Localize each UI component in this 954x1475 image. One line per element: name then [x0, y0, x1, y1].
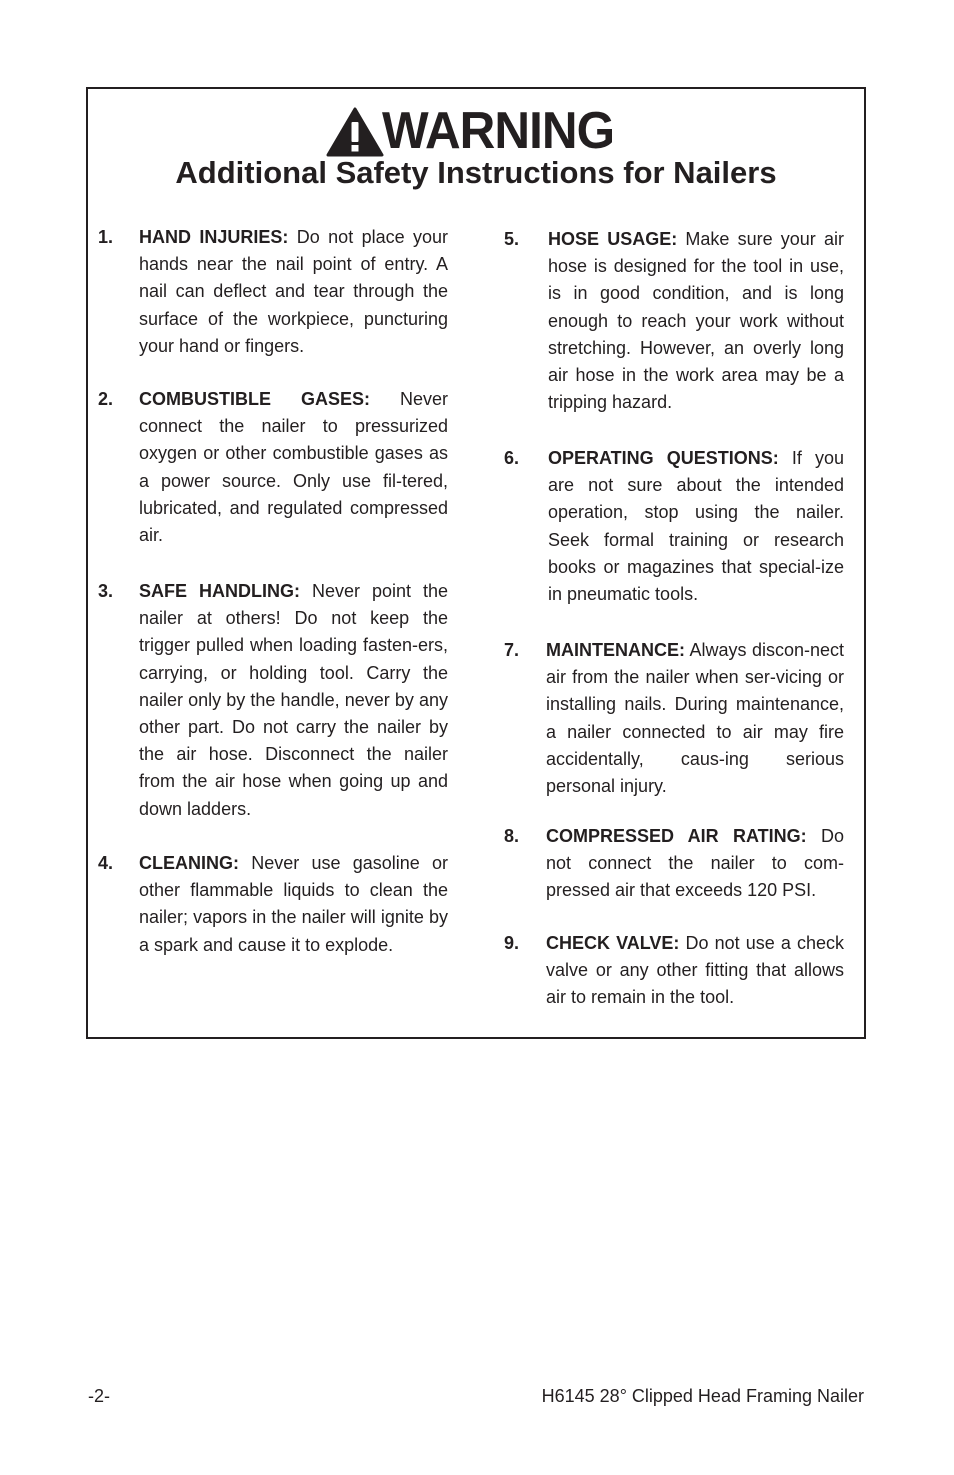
item-text: Never point the nailer at others! Do not keep the trigger pulled when loading fasten-ers, carrying, or holding tool. Carry the nailer only by the handle, never by any other part. Do not carry the nailer by the air hose. Disconnect the nailer from the air hose when going up and down ladders. [139, 581, 448, 819]
warning-triangle-icon [326, 107, 384, 157]
list-item [98, 224, 448, 360]
item-heading: MAINTENANCE: [546, 640, 685, 660]
list-item [504, 930, 844, 1012]
item-number: 2. [98, 389, 114, 409]
item-text: If you are not sure about the intended operation, stop using the nailer. Seek formal training or research books or magazines that special-ize in pneumatic tools. [548, 448, 844, 605]
item-number: 6. [504, 448, 520, 468]
item-number: 1. [98, 227, 114, 247]
item-text: Do not connect the nailer to com-pressed air that exceeds 120 PSI. [546, 826, 844, 901]
item-number: 9. [504, 933, 520, 953]
item-number: 4. [98, 853, 114, 873]
item-heading: COMPRESSED AIR RATING: [546, 826, 807, 846]
item-text: Always discon-nect air from the nailer when ser-vicing or installing nails. During maintenance, a nailer connected to air may fire accidentally, caus-ing serious personal injury. [546, 640, 844, 797]
list-item [504, 226, 844, 416]
item-number: 7. [504, 640, 520, 660]
item-heading: SAFE HANDLING: [139, 581, 300, 601]
item-number: 8. [504, 826, 520, 846]
list-item [504, 445, 844, 608]
item-text: Never connect the nailer to pressurized oxygen or other combustible gases as a power source. Only use fil-tered, lubricated, and regulated compressed air. [139, 389, 448, 546]
warning-label: WARNING [381, 102, 614, 160]
page-number: -2- [88, 1386, 110, 1406]
item-heading: HAND INJURIES: [139, 227, 289, 247]
item-heading: HOSE USAGE: [548, 229, 678, 249]
page-subtitle: Additional Safety Instructions for Nailers [175, 155, 777, 190]
item-text: Do not use a check valve or any other fitting that allows air to remain in the tool. [546, 933, 844, 1008]
item-number: 5. [504, 229, 520, 249]
footer-title: H6145 28° Clipped Head Framing Nailer [541, 1386, 864, 1406]
item-text: Make sure your air hose is designed for the tool in use, is in good condition, and is long enough to reach your work without stretching. However, an overly long air hose in the work area may be a tripping hazard. [548, 229, 844, 413]
item-number: 3. [98, 581, 114, 601]
item-heading: COMBUSTIBLE GASES: [139, 389, 370, 409]
list-item [98, 578, 448, 823]
list-item [98, 850, 448, 959]
item-heading: OPERATING QUESTIONS: [548, 448, 779, 468]
list-item [504, 823, 844, 905]
warning-box [86, 87, 866, 1039]
warning-heading [88, 101, 864, 161]
list-item [98, 386, 448, 549]
item-heading: CHECK VALVE: [546, 933, 680, 953]
item-text: Do not place your hands near the nail point of entry. A nail can deflect and tear through the surface of the workpiece, puncturing your hand or fingers. [139, 227, 449, 356]
item-heading: CLEANING: [139, 853, 239, 873]
list-item [504, 637, 844, 800]
item-text: Never use gasoline or other flammable liquids to clean the nailer; vapors in the nailer will ignite by a spark and cause it to explode. [139, 853, 448, 955]
